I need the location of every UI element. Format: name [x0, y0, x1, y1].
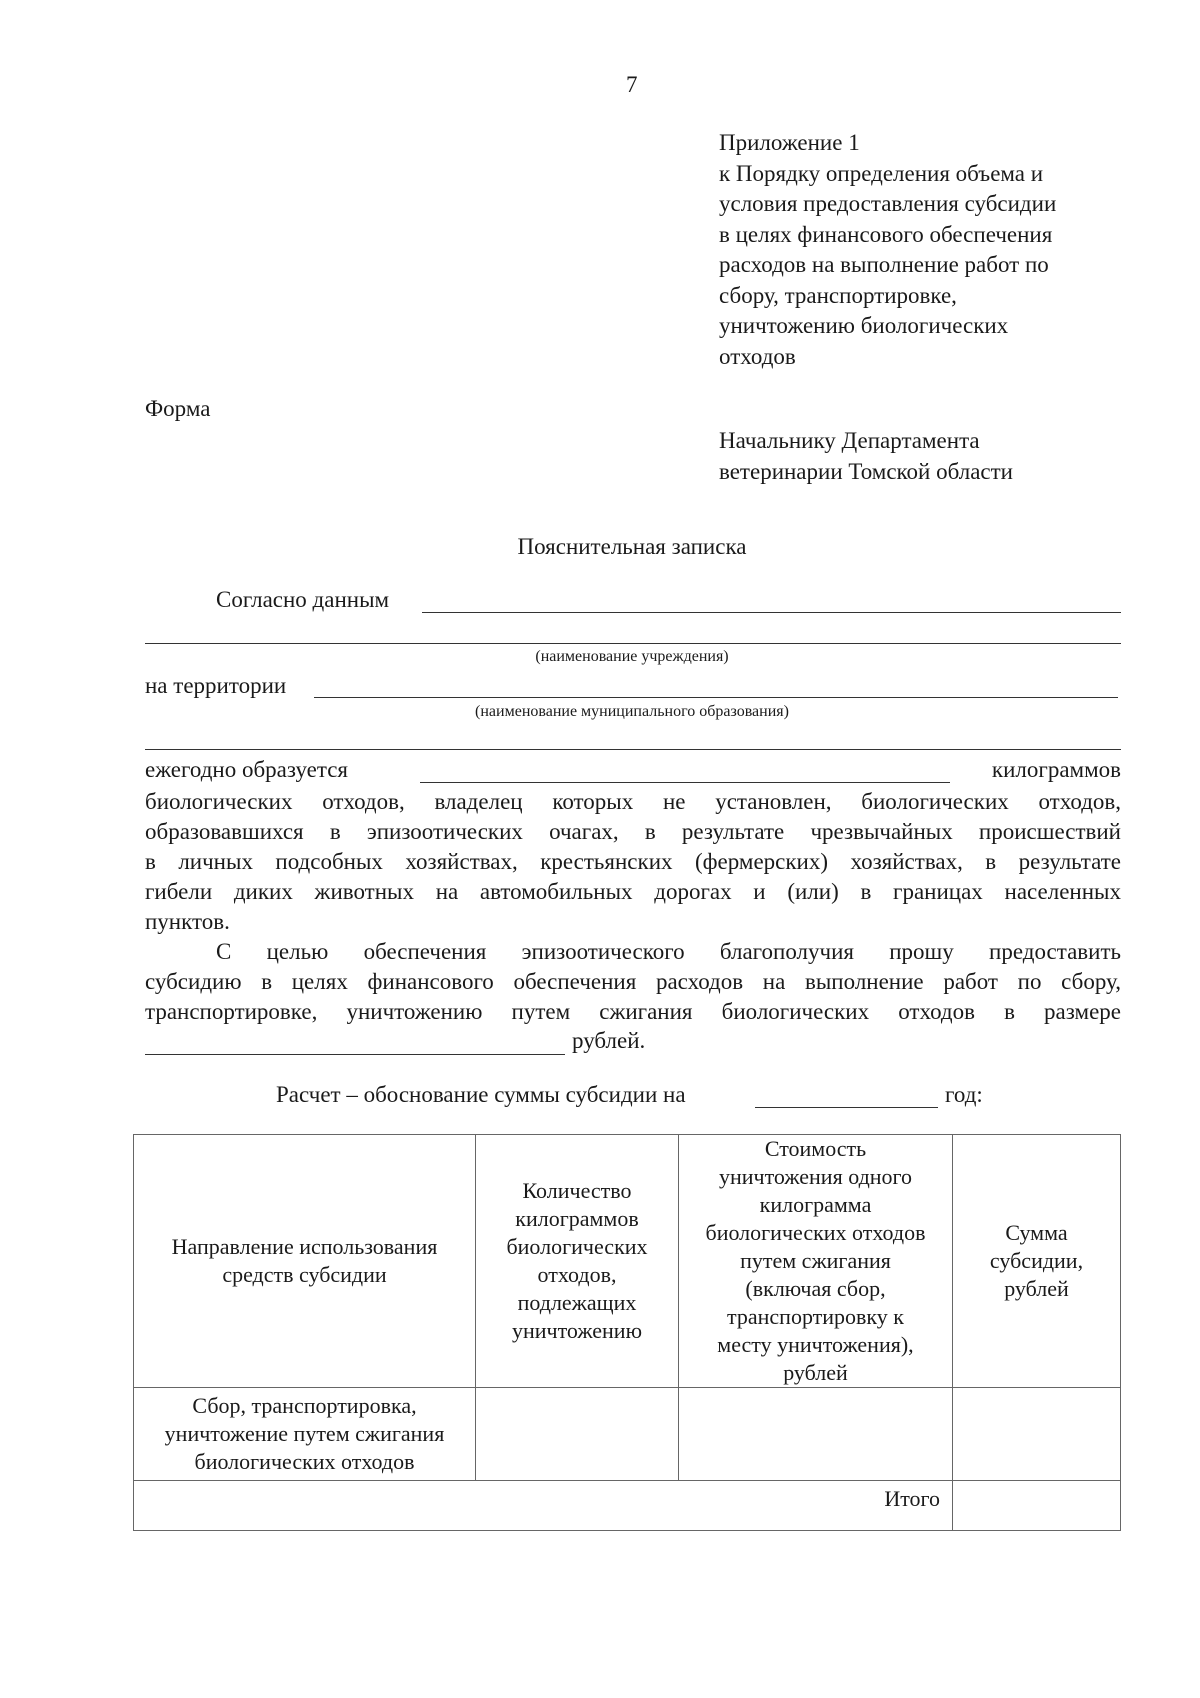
- table-header-row: [134, 1135, 1121, 1388]
- row-cell[interactable]: [953, 1388, 1121, 1481]
- institution-field-line-2[interactable]: [145, 643, 1121, 644]
- paragraph1-line: гибели диких животных на автомобильных дорогах и (или) в границах населенных: [145, 879, 1121, 904]
- row-cell: Сбор, транспортировка, уничтожение путем сжигания биологических отходов: [134, 1388, 476, 1481]
- paragraph1-first-right: килограммов: [991, 757, 1121, 782]
- institution-field-line[interactable]: [422, 612, 1121, 613]
- addressee-line: Начальнику Департамента: [719, 428, 980, 453]
- row-cell[interactable]: [476, 1388, 679, 1481]
- municipality-field-line[interactable]: [314, 697, 1118, 698]
- page-number: 7: [626, 72, 638, 97]
- institution-caption: (наименование учреждения): [535, 648, 729, 665]
- table-row: [134, 1388, 1121, 1481]
- document-title: Пояснительная записка: [517, 534, 747, 559]
- calc-heading-left: Расчет – обоснование суммы субсидии на: [276, 1082, 686, 1107]
- appendix-line: условия предоставления субсидии: [719, 191, 1057, 216]
- rubles-label: рублей.: [572, 1028, 646, 1053]
- appendix-line: расходов на выполнение работ по: [719, 252, 1049, 277]
- territory-label: на территории: [145, 673, 287, 698]
- appendix-line: уничтожению биологических: [719, 313, 1009, 338]
- header-cell: Направление использования средств субсидии: [134, 1135, 476, 1388]
- header-cell: Стоимость уничтожения одного килограмма биологических отходов путем сжигания (включая сбор, транспортировку к месту уничтожения), рублей: [679, 1135, 953, 1388]
- appendix-line: отходов: [719, 343, 796, 369]
- addressee: [719, 426, 1013, 487]
- calc-heading-right: год:: [945, 1082, 983, 1107]
- total-label: Итого: [134, 1481, 953, 1531]
- subsidy-calc-table: [133, 1134, 1121, 1531]
- paragraph1-line: биологических отходов, владелец которых не установлен, биологических отходов,: [145, 789, 1121, 814]
- paragraph2-line: С целью обеспечения эпизоотического благополучия прошу предоставить: [216, 939, 1121, 964]
- paragraph2-line: транспортировке, уничтожению путем сжигания биологических отходов в размере: [145, 999, 1121, 1024]
- paragraph1-line: образовавшихся в эпизоотических очагах, в результате чрезвычайных происшествий: [145, 819, 1121, 844]
- table-total-row: [134, 1481, 1121, 1531]
- addressee-line: ветеринарии Томской области: [719, 458, 1013, 484]
- municipality-field-line-2[interactable]: [145, 749, 1121, 750]
- header-cell: Сумма субсидии, рублей: [953, 1135, 1121, 1388]
- municipality-caption: (наименование муниципального образования): [475, 703, 789, 720]
- paragraph2-line: субсидию в целях финансового обеспечения расходов на выполнение работ по сбору,: [145, 969, 1121, 994]
- year-field-line[interactable]: [755, 1107, 938, 1108]
- paragraph1-first-left: ежегодно образуется: [145, 757, 349, 782]
- appendix-line: Приложение 1: [719, 130, 860, 155]
- row-cell[interactable]: [679, 1388, 953, 1481]
- appendix-line: сбору, транспортировке,: [719, 282, 957, 308]
- paragraph1-line: в личных подсобных хозяйствах, крестьянских (фермерских) хозяйствах, в результате: [145, 849, 1121, 874]
- total-value[interactable]: [953, 1481, 1121, 1531]
- kilograms-field-line[interactable]: [420, 782, 950, 783]
- appendix-line: к Порядку определения объема и: [719, 160, 1044, 186]
- appendix-line: в целях финансового обеспечения: [719, 221, 1053, 247]
- appendix-block: [719, 128, 1056, 372]
- paragraph1-line: пунктов.: [145, 909, 230, 934]
- header-cell: Количество килограммов биологических отходов, подлежащих уничтожению: [476, 1135, 679, 1388]
- form-label: Форма: [145, 396, 211, 421]
- according-to-label: Согласно данным: [216, 587, 390, 612]
- amount-field-line[interactable]: [145, 1054, 565, 1055]
